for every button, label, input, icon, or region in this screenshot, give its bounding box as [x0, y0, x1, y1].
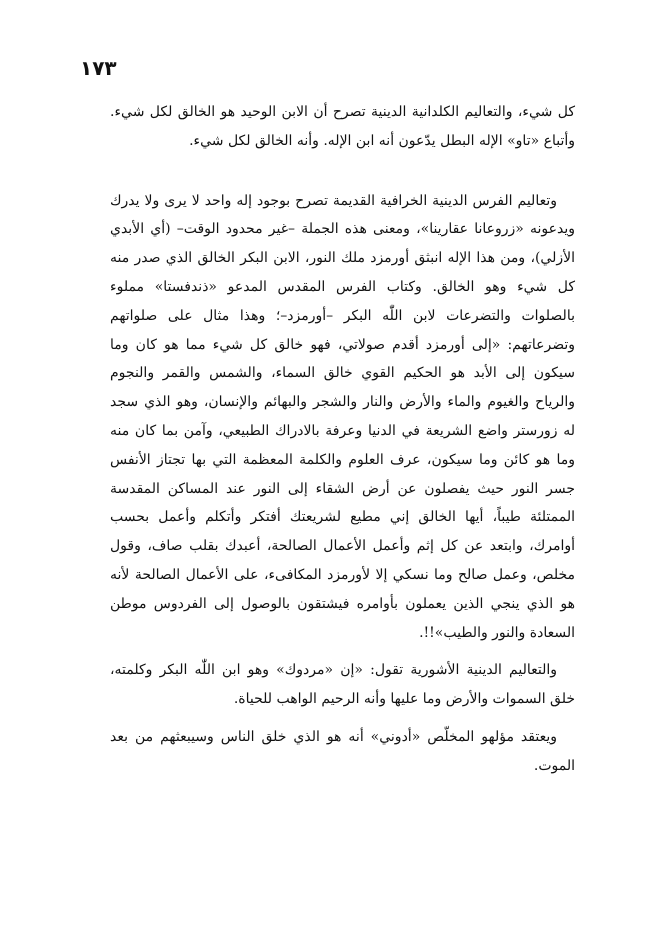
paragraph-1: كل شيء، والتعاليم الكلدانية الدينية تصرح أن الابن الوحيد هو الخالق لكل شيء. وأتباع «تاو» الإله البطل يدّعون أنه ابن الإله. وأنه الخالق لكل شيء. — [110, 104, 575, 149]
paragraph-4: ويعتقد مؤلهو المخلّص «أدوني» أنه هو الذي خلق الناس وسيبعثهم من بعد الموت. — [110, 728, 575, 774]
body-text — [110, 98, 575, 781]
paragraph-3: والتعاليم الدينية الأشورية تقول: «إن «مردوك» وهو ابن اللّٰه البكر وكلمته، خلق السموات والأرض وما عليها وأنه الرحيم الواهب للحياة. — [110, 662, 575, 708]
paragraph-2: وتعاليم الفرس الدينية الخرافية القديمة تصرح بوجود إله واحد لا يرى ولا يدرك ويدعونه «زروعانا عقارينا»، ومعنى هذه الجملة –غير محدود الوقت– (أي الأبدي الأزلي)، ومن هذا الإله انبثق أورمزد ملك النور، الابن البكر الخالق الذي صدر منه كل شيء وهو الخالق. وكتاب الفرس المقدس المدعو «ذندفستا» مملوء بالصلوات والتضرعات لابن اللّٰه البكر –أورمزد–؛ وهذا مثال على صلواتهم وتضرعاتهم: «إلى أورمزد أقدم صولاتي، فهو خالق كل شيء مما هو كان وما سيكون إلى الأبد هو الحكيم القوي خالق السماء، والشمس والقمر والنجوم والرياح والغيوم والماء والأرض والنار والشجر والبهائم والإنسان، وهو الذي سجد له زورستر واضع الشريعة في الدنيا وعرفة بالادراك الطبيعي، وآمن بما كان منه وما هو كائن وما سيكون، عرف العلوم والكلمة المعظمة التي بها تجتاز الأنفس جسر النور حيث يفصلون عن أرض الشقاء إلى النور عند المساكن المقدسة الممتلئة طيباً، أيها الخالق إني مطيع لشريعتك أفتكر وأتكلم وأعمل بحسب أوامرك، وابتعد عن كل إثم وأعمل الأعمال الصالحة، أعبدك بقلب صاف، وقول مخلص، وعمل صالح وما نسكي إلا لأورمزد المكافىء، على الأعمال الصالحة لأنه هو الذي ينجي الذين يعملون بأوامره فيشتقون بالوصول إلى الفردوس موطن السعادة والنور والطيب»!!. — [110, 192, 575, 641]
page-number: ١٧٣ — [80, 56, 117, 80]
